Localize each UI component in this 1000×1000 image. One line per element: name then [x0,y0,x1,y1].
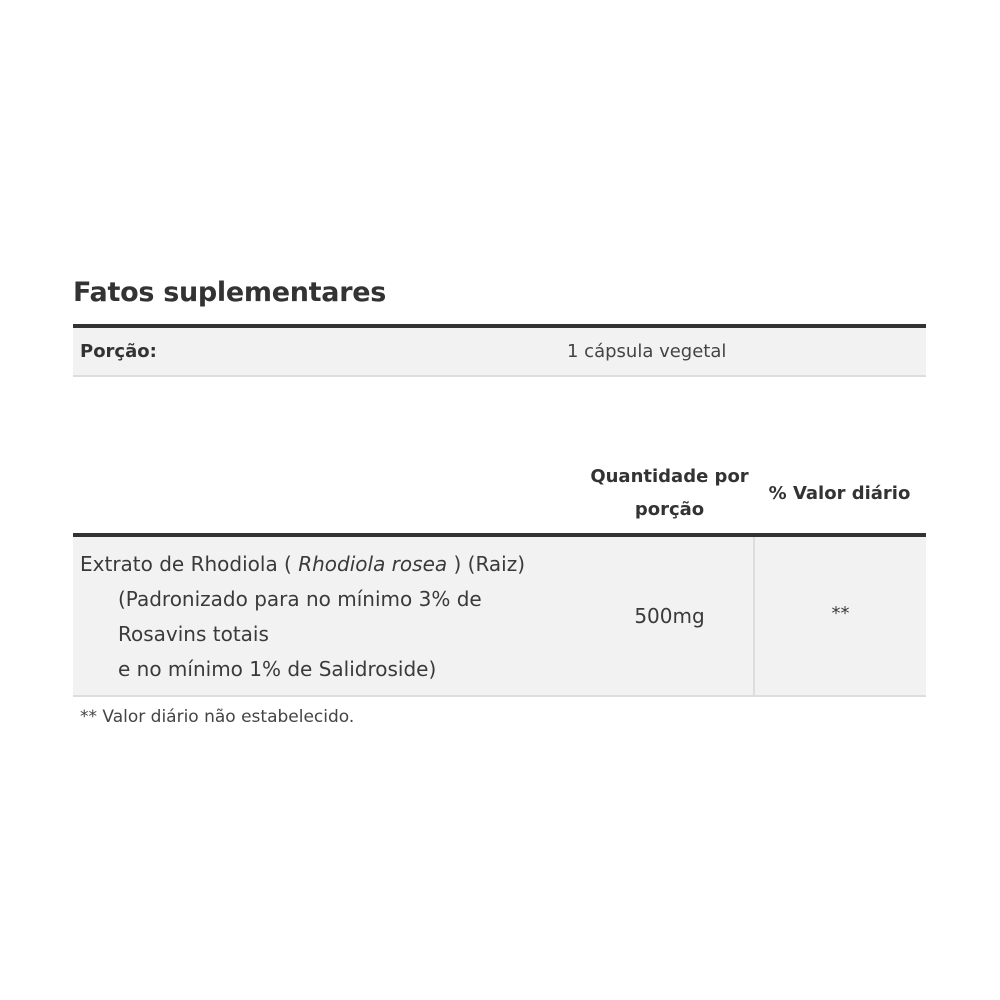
ingredient-name-suffix: ) (Raiz) [453,552,526,576]
serving-value: 1 cápsula vegetal [567,341,727,362]
ingredient-detail-line: e no mínimo 1% de Salidroside) [118,657,437,681]
ingredient-amount-cell: 500mg [634,604,705,628]
table-row [73,537,926,697]
section-spacer [73,377,926,453]
header-amount-line2: porção [634,499,705,520]
ingredient-name-cell [73,537,586,695]
page-title: Fatos suplementares [73,277,386,308]
footnote: ** Valor diário não estabelecido. [80,707,355,727]
ingredient-name-prefix: Extrato de Rhodiola ( [80,552,292,576]
header-daily-value: % Valor diário [768,482,911,504]
ingredient-latin-name: Rhodiola rosea [298,552,448,576]
serving-size-row [73,324,926,377]
ingredient-daily-value-cell: ** [753,537,926,695]
header-amount-line1: Quantidade por [590,466,749,487]
table-header-row [73,453,926,537]
serving-label: Porção: [80,341,157,362]
ingredient-detail-line: (Padronizado para no mínimo 3% de [118,587,482,611]
supplement-facts-panel [73,270,926,727]
header-amount-per-serving [586,460,753,526]
ingredient-detail-line: Rosavins totais [118,622,269,646]
